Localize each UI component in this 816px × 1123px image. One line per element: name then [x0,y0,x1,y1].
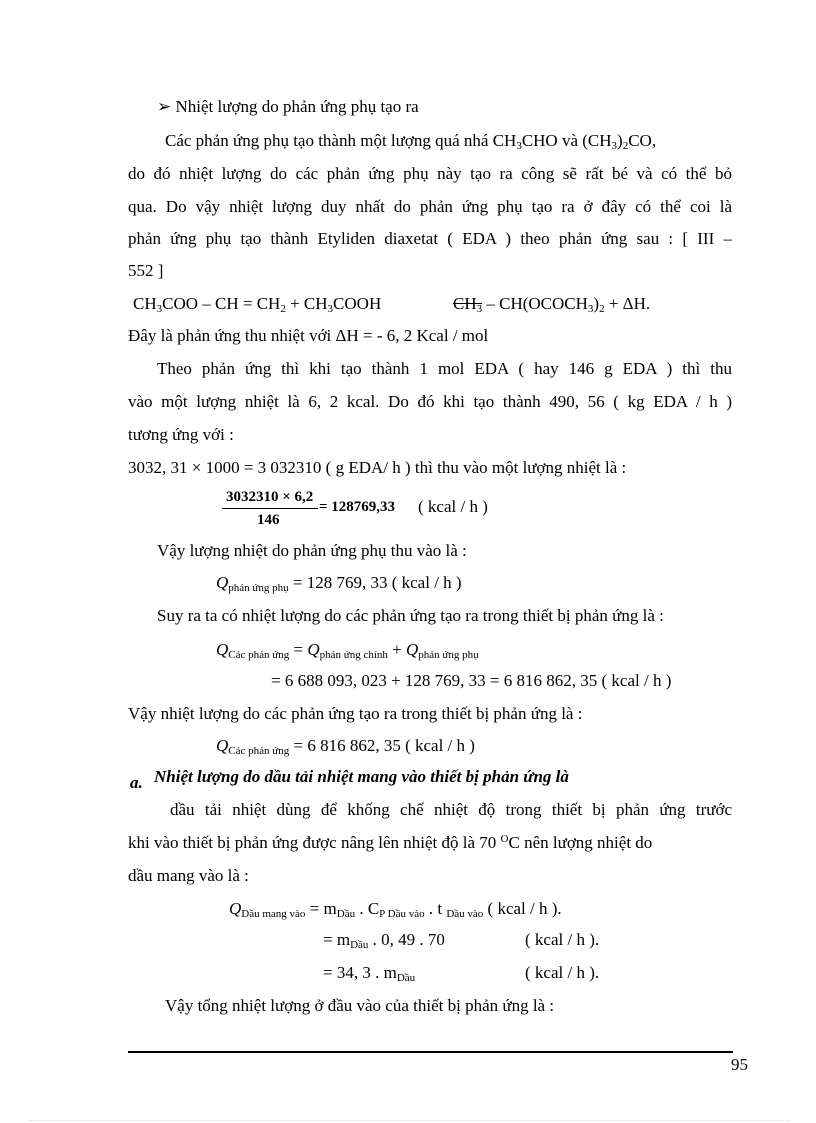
section-heading: Nhiệt lượng do dầu tải nhiệt mang vào thiết bị phản ứng là [154,767,569,786]
fraction-numerator: 3032310 × 6,2 [226,489,314,505]
fraction-denominator: 146 [257,512,280,528]
page-bottom-edge [30,1120,790,1121]
paragraph-line: 552 ] [128,261,164,280]
equation-line: = 6 688 093, 023 + 128 769, 33 = 6 816 862, 35 ( kcal / h ) [271,671,672,690]
page-number: 95 [731,1055,748,1074]
paragraph-line: Vậy nhiệt lượng do các phản ứng tạo ra trong thiết bị phản ứng là : [128,704,583,723]
bullet-arrow-icon: ➢ [157,97,172,116]
paragraph-line: dầu tải nhiệt dùng để khống chế nhiệt độ trong thiết bị phản ứng trước [170,800,732,819]
paragraph-line: tương ứng với : [128,425,234,444]
fraction-unit: ( kcal / h ) [418,497,488,516]
equation-unit: ( kcal / h ). [525,930,600,949]
equation-q-dau-mang-vao: $Q_{Dầu mang vào} = m_{Dầu}$ . $C_{P Dầu vào}$ . t $_{Dầu vào}$ ( kcal / h ). [229,899,562,920]
paragraph-line: dầu mang vào là : [128,866,249,885]
paragraph-line: Các phản ứng phụ tạo thành một lượng quá nhá $CH_3CHO$ và $(CH_3)_2CO$, [165,131,657,152]
paragraph-line: do đó nhiệt lượng do các phản ứng phụ này tạo ra công sẽ rất bé và có thể bỏ [128,164,732,183]
paragraph-line: Theo phản ứng thì khi tạo thành 1 mol EDA ( hay 146 g EDA ) thì thu [157,359,732,378]
paragraph-line: vào một lượng nhiệt là 6, 2 kcal. Do đó khi tạo thành 490, 56 ( kg EDA / h ) [128,392,732,411]
paragraph-line: phản ứng phụ tạo thành Etyliden diaxetat ( EDA ) theo phản ứng sau : [ III – [128,229,732,248]
fraction-bar [222,508,318,509]
equation-unit: ( kcal / h ). [525,963,600,982]
reaction-equation-right: $CH_3$ – $CH(OCOCH_3)_2 + \Delta H$. [453,294,651,315]
heading-text: Nhiệt lượng do phản ứng phụ tạo ra [175,97,419,116]
footer-rule [128,1051,733,1053]
equation-q-phan-ung-phu: $Q_{phản ứng phụ} = 128$ 769, 33 ( kcal / h ) [216,573,462,594]
reaction-equation-left: $CH_3COO$ – CH = $CH_2$ + $CH_3COOH$ [133,294,382,315]
section-letter: a. [130,773,143,792]
equation-q-total: $Q_{Các phản ứng} = 6$ 816 862, 35 ( kcal / h ) [216,736,475,757]
equation-line: = 34, 3 . $m_{Dầu}$ [323,963,416,984]
equation-q-cac-phan-ung: $Q_{Các phản ứng} = Q_{phản ứng chính} + Q_{phản ứng phụ}$ [216,640,479,661]
paragraph-line: Vậy tổng nhiệt lượng ở đầu vào của thiết bị phản ứng là : [165,996,555,1015]
paragraph-line: qua. Do vậy nhiệt lượng duy nhất do phản ứng phụ tạo ra ở đây có thể coi là [128,197,732,216]
paragraph-line: 3032, 31 × 1000 = 3 032310 ( g EDA/ h ) thì thu vào một lượng nhiệt là : [128,458,627,477]
paragraph-line: Đây là phản ứng thu nhiệt với ΔH = - 6, 2 Kcal / mol [128,326,489,345]
equation-line: = $m_{Dầu}$ . 0, 49 . 70 [323,930,445,951]
fraction-result: = 128769,33 [319,499,396,515]
reaction-arrow-icon: $CH_3$ [453,294,483,315]
paragraph-line: Vậy lượng nhiệt do phản ứng phụ thu vào là : [157,541,467,560]
paragraph-line: Suy ra ta có nhiệt lượng do các phản ứng tạo ra trong thiết bị phản ứng là : [157,606,664,625]
bullet-heading [157,97,419,117]
paragraph-line: khi vào thiết bị phản ứng được nâng lên nhiệt độ là 70 $^O$C nên lượng nhiệt do [128,833,653,852]
